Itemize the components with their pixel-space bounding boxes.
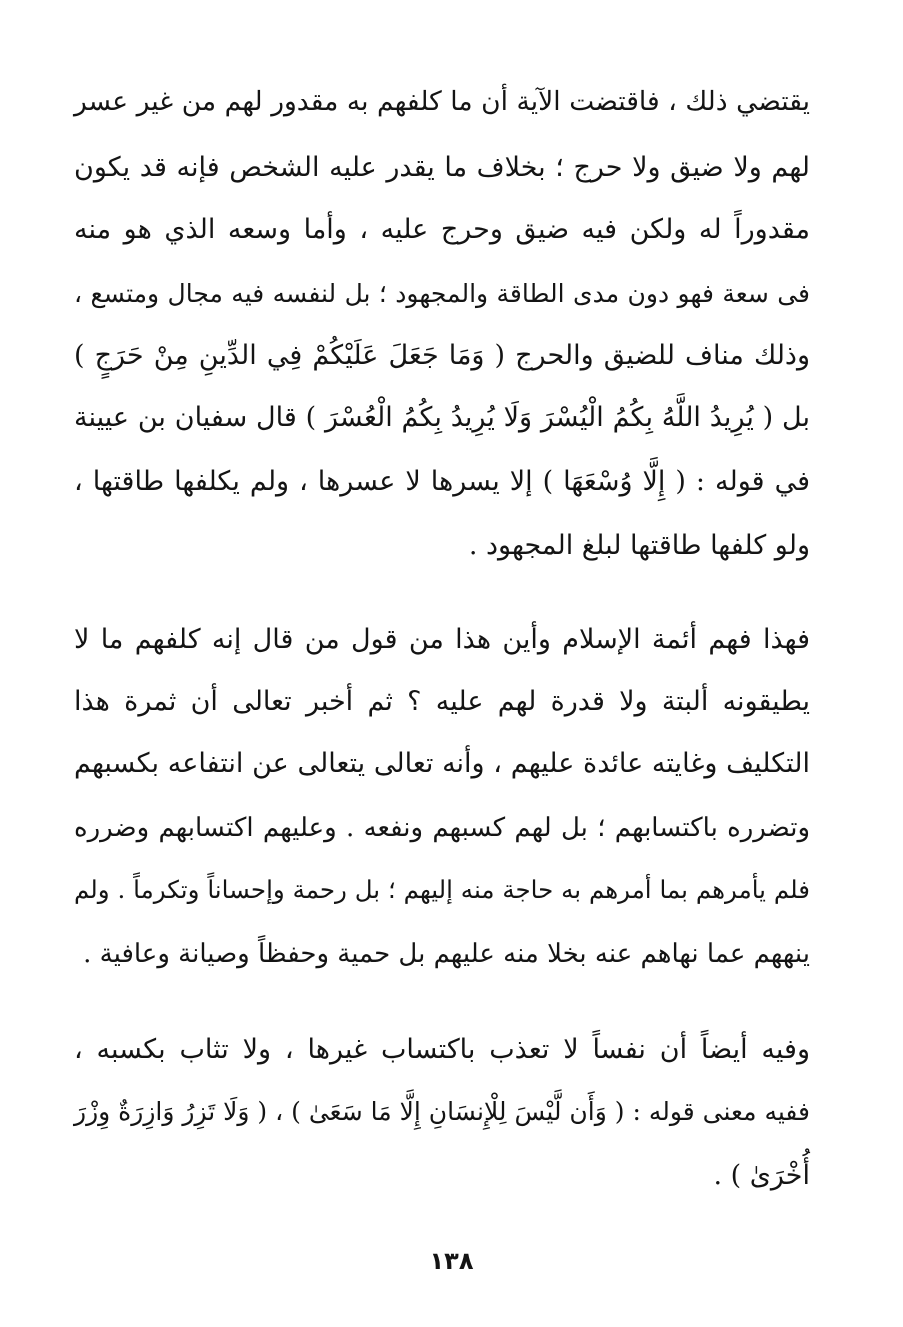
text-line: بل ( يُرِيدُ اللَّهُ بِكُمُ الْيُسْرَ وَلَا يُرِيدُ بِكُمُ الْعُسْرَ ) قال سفيان بن عيينة bbox=[74, 402, 810, 433]
text-line: لهم ولا ضيق ولا حرج ؛ بخلاف ما يقدر عليه الشخص فإنه قد يكون bbox=[74, 152, 810, 183]
text-line: في قوله : ( إِلَّا وُسْعَهَا ) إلا يسرها لا عسرها ، ولم يكلفها طاقتها ، bbox=[74, 466, 810, 497]
text-line: أُخْرَىٰ ) . bbox=[713, 1160, 810, 1191]
text-line: مقدوراً له ولكن فيه ضيق وحرج عليه ، وأما وسعه الذي هو منه bbox=[74, 214, 810, 245]
page-number: ١٣٨ bbox=[429, 1247, 474, 1275]
text-line: وفيه أيضاً أن نفساً لا تعذب باكتساب غيرها ، ولا تثاب بكسبه ، bbox=[74, 1034, 810, 1065]
text-line: ينههم عما نهاهم عنه بخلا منه عليهم بل حمية وحفظاً وصيانة وعافية . bbox=[83, 939, 810, 969]
text-line: فلم يأمرهم بما أمرهم به حاجة منه إليهم ؛ بل رحمة وإحساناً وتكرماً . ولم bbox=[74, 875, 810, 904]
text-line: وذلك مناف للضيق والحرج ( وَمَا جَعَلَ عَلَيْكُمْ فِي الدِّينِ مِنْ حَرَجٍ ) bbox=[74, 340, 810, 371]
text-line: وتضرره باكتسابهم ؛ بل لهم كسبهم ونفعه . وعليهم اكتسابهم وضرره bbox=[74, 813, 810, 843]
text-line: يقتضي ذلك ، فاقتضت الآية أن ما كلفهم به مقدور لهم من غير عسر bbox=[74, 86, 810, 117]
text-line: فهذا فهم أئمة الإسلام وأين هذا من قول من قال إنه كلفهم ما لا bbox=[74, 624, 810, 655]
text-line: ففيه معنى قوله : ( وَأَن لَّيْسَ لِلْإِنسَانِ إِلَّا مَا سَعَىٰ ) ، ( وَلَا تَزِرُ وَازِرَةٌ وِزْرَ bbox=[74, 1097, 810, 1126]
text-line: التكليف وغايته عائدة عليهم ، وأنه تعالى يتعالى عن انتفاعه بكسبهم bbox=[74, 748, 810, 779]
text-line: يطيقونه ألبتة ولا قدرة لهم عليه ؟ ثم أخبر تعالى أن ثمرة هذا bbox=[74, 686, 810, 717]
text-line: ولو كلفها طاقتها لبلغ المجهود . bbox=[468, 530, 810, 561]
text-line: فى سعة فهو دون مدى الطاقة والمجهود ؛ بل لنفسه فيه مجال ومتسع ، bbox=[74, 279, 810, 308]
